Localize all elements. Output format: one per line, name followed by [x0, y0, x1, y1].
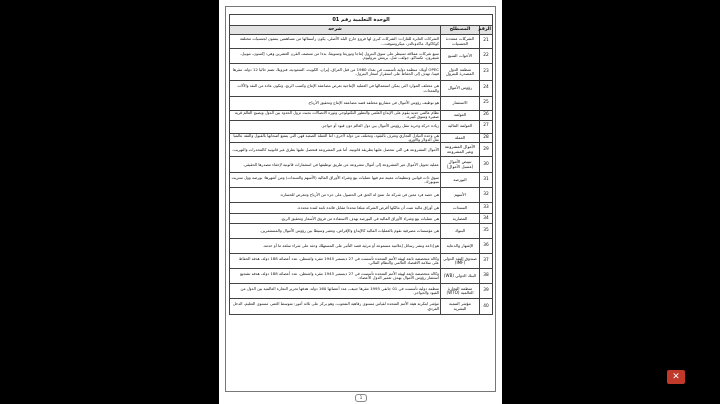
row-explanation: هي وحدة التبادل التجاري وتعرف بالنقود، وتختلف من دولة لأخرى: أما العملة الصعبة فهي التي يتمتع أصحابها بالقبول والثقة عالميا مثل الدولار والأورو. — [230, 133, 441, 143]
row-term: الإشهار والدعاية — [441, 239, 480, 254]
row-explanation: هي عمليات بيع وشراء الأوراق المالية في البورصة بهدف الاستفادة من فروق الأسعار وتحقيق الربح. — [230, 214, 441, 224]
row-term: منظمة الدول المصدرة للبترول — [441, 64, 480, 81]
table-row — [230, 120, 493, 133]
table-row — [230, 64, 493, 81]
row-explanation: هي أوراق مالية تثبت أن مالكها أقرض الشركة مبلغا محددا مقابل فائدة ثابتة لمدة محددة. — [230, 203, 441, 214]
row-term: الأخوات السبع — [441, 49, 480, 64]
row-explanation: وكالة متخصصة تابعة لهيئة الأمم المتحدة تأسست في 27 ديسمبر 1945 مقره واشنطن، عدد أعضائه 188 دولة، هدفه الحفاظ على سلامة الاقتصاد العالمي والنظام المالي. — [230, 254, 441, 269]
row-term: المضاربة — [441, 214, 480, 224]
row-number: 36 — [480, 239, 493, 254]
row-number: 30 — [480, 157, 493, 173]
row-explanation: عملية تحويل الأموال غير المشروعة إلى أموال مشروعة عن طريق توظيفها في استثمارات قانونية لإخفاء مصدرها الحقيقي. — [230, 157, 441, 173]
table-row — [230, 111, 493, 121]
glossary-table — [229, 14, 493, 315]
row-term: تبييض الأموال (غسيل الأموال) — [441, 157, 480, 173]
row-term: مؤشر التنمية البشرية — [441, 299, 480, 315]
row-explanation: سوق ذات قوانين وتنظيمات معينة تتم فيها عمليات بيع وشراء الأوراق المالية (الأسهم والسندات) ومن أشهرها: بورصة وول ستريت بنيويورك. — [230, 173, 441, 188]
row-explanation: مؤشر ابتكرته هيئة الأمم المتحدة لقياس مستوى رفاهية الشعوب، وهو يركز على ثلاثة أمور: متوسط العمر، مستوى التعليم، الدخل الفردي. — [230, 299, 441, 315]
row-term: البورصة — [441, 173, 480, 188]
row-number: 26 — [480, 111, 493, 121]
table-row — [230, 239, 493, 254]
unit-title: الوحدة التعلمية رقم 01 — [230, 15, 493, 26]
row-number: 25 — [480, 97, 493, 111]
row-explanation: هي مختلف الموارد التي يمكن استعمالها في العملية الإنتاجية بغرض مضاعفة الإنتاج وكسب الربح، وتكون عادة من النقد والآلات والمعدات. — [230, 81, 441, 97]
row-number: 33 — [480, 203, 493, 214]
row-number: 35 — [480, 224, 493, 239]
table-row — [230, 143, 493, 157]
row-term: السندات — [441, 203, 480, 214]
header-explanation: شرحه — [230, 26, 441, 35]
row-term: البنوك — [441, 224, 480, 239]
row-explanation: منظمة دولية تأسست في 01 جانفي 1995 مقرها جنيف، عدد أعضائها 160 دولة، هدفها تحرير التجارة العالمية بين الدول من القيود والحواجز. — [230, 284, 441, 299]
row-number: 34 — [480, 214, 493, 224]
row-number: 23 — [480, 64, 493, 81]
table-row — [230, 35, 493, 49]
table-row — [230, 214, 493, 224]
row-number: 24 — [480, 81, 493, 97]
row-explanation: الأموال المشروعة هي التي تتحصل عليها بطريقة قانونية، أما غير المشروعة فتحصل عليها بطرق غير قانونية كالمخدرات والتهريب. — [230, 143, 441, 157]
row-term: العملة — [441, 133, 480, 143]
row-number: 40 — [480, 299, 493, 315]
row-term: البنك الدولي (WB) — [441, 269, 480, 284]
row-explanation: زيادة حركة وحرية تنقل رؤوس الأموال بين دول العالم دون قيود أو حواجز. — [230, 120, 441, 133]
logo-icon: ✕ — [667, 370, 685, 384]
document-page — [219, 0, 502, 404]
row-explanation: هو إذاعة ونشر رسائل إعلامية مسموعة أو مرئية قصد التأثير على المستهلك وحثه على شراء سلعة ما أو خدمة. — [230, 239, 441, 254]
row-explanation: OPEC أوبك: منظمة دولية تأسست في بغداد 1960 من قبل العراق، إيران، الكويت، السعودية، فنزويلا، تضم حاليا 12 دولة، مقرها فيينا، تهدف إلى الحفاظ على استقرار أسعار البترول. — [230, 64, 441, 81]
row-explanation: الشركات العابرة للقارات: الشركات كبرى لها فروع خارج البلد الأصلي، يكون رأسمالها من مساهمين ينتمون لجنسيات مختلفة كوكاكولا، ماكدونالدز، ميكروسوفت... — [230, 35, 441, 49]
page-number: 1 — [355, 394, 367, 402]
row-term: رؤوس الأموال — [441, 81, 480, 97]
header-term: المصطلح — [441, 26, 480, 35]
row-term: الاستثمار — [441, 97, 480, 111]
table-row — [230, 203, 493, 214]
table-row — [230, 284, 493, 299]
table-row — [230, 224, 493, 239]
table-row — [230, 254, 493, 269]
row-term: صندوق النقد الدولي (IMF) — [441, 254, 480, 269]
row-number: 28 — [480, 133, 493, 143]
table-row — [230, 49, 493, 64]
table-row — [230, 81, 493, 97]
row-term: العولمة المالية — [441, 120, 480, 133]
row-number: 21 — [480, 35, 493, 49]
row-explanation: هو توظيف رؤوس الأموال في مشاريع مختلفة قصد مضاعفة الإنتاج وتحقيق الأرباح. — [230, 97, 441, 111]
row-number: 29 — [480, 143, 493, 157]
table-row — [230, 188, 493, 203]
row-explanation: هي حصة فرد معين في شركة ما، تمنح له الحق في الحصول على جزء من الأرباح وتتعرض للخسارة. — [230, 188, 441, 203]
row-number: 37 — [480, 254, 493, 269]
row-number: 39 — [480, 284, 493, 299]
table-row — [230, 173, 493, 188]
row-number: 22 — [480, 49, 493, 64]
row-term: الشركات متعددة الجنسيات — [441, 35, 480, 49]
row-number: 31 — [480, 173, 493, 188]
glossary-rows — [230, 35, 493, 315]
table-row — [230, 269, 493, 284]
row-term: الأموال المشروعة وغير المشروعة — [441, 143, 480, 157]
row-explanation: نظام عالمي جديد يقوم على الإبداع العلمي والتطور التكنولوجي وثورة الاتصالات بحيث تزول الحدود بين الدول ويصبح العالم قرية صغيرة وسوق كبيرة. — [230, 111, 441, 121]
row-explanation: هي مؤسسات مصرفية تقوم بالعمليات المالية كالإيداع والإقراض، وتعتبر وسيطا بين رؤوس الأموال والمستثمرين. — [230, 224, 441, 239]
table-row — [230, 97, 493, 111]
row-number: 38 — [480, 269, 493, 284]
row-term: منظمة التجارة العالمية (WTO) — [441, 284, 480, 299]
header-number: الرقم — [480, 26, 493, 35]
table-row — [230, 299, 493, 315]
row-explanation: وكالة متخصصة تابعة لهيئة الأمم المتحدة تأسست في 27 ديسمبر 1945 مقره واشنطن، عدد أعضائه 188 دولة، هدفه تشجيع استثمار رؤوس الأموال بهدف تعمير الدول الأعضاء. — [230, 269, 441, 284]
row-explanation: سبع شركات عملاقة تسيطر على سوق البترول إنتاجا وتوزيعا وتسويقا، بدءا من منتصف القرن العشرين وهي: إكسون، موبيل، شيفرون، تكساكو، جولف، شل، بريتش بتروليوم. — [230, 49, 441, 64]
table-row — [230, 133, 493, 143]
table-row — [230, 157, 493, 173]
row-term: الأسهم — [441, 188, 480, 203]
row-number: 32 — [480, 188, 493, 203]
row-term: العولمة — [441, 111, 480, 121]
row-number: 27 — [480, 120, 493, 133]
